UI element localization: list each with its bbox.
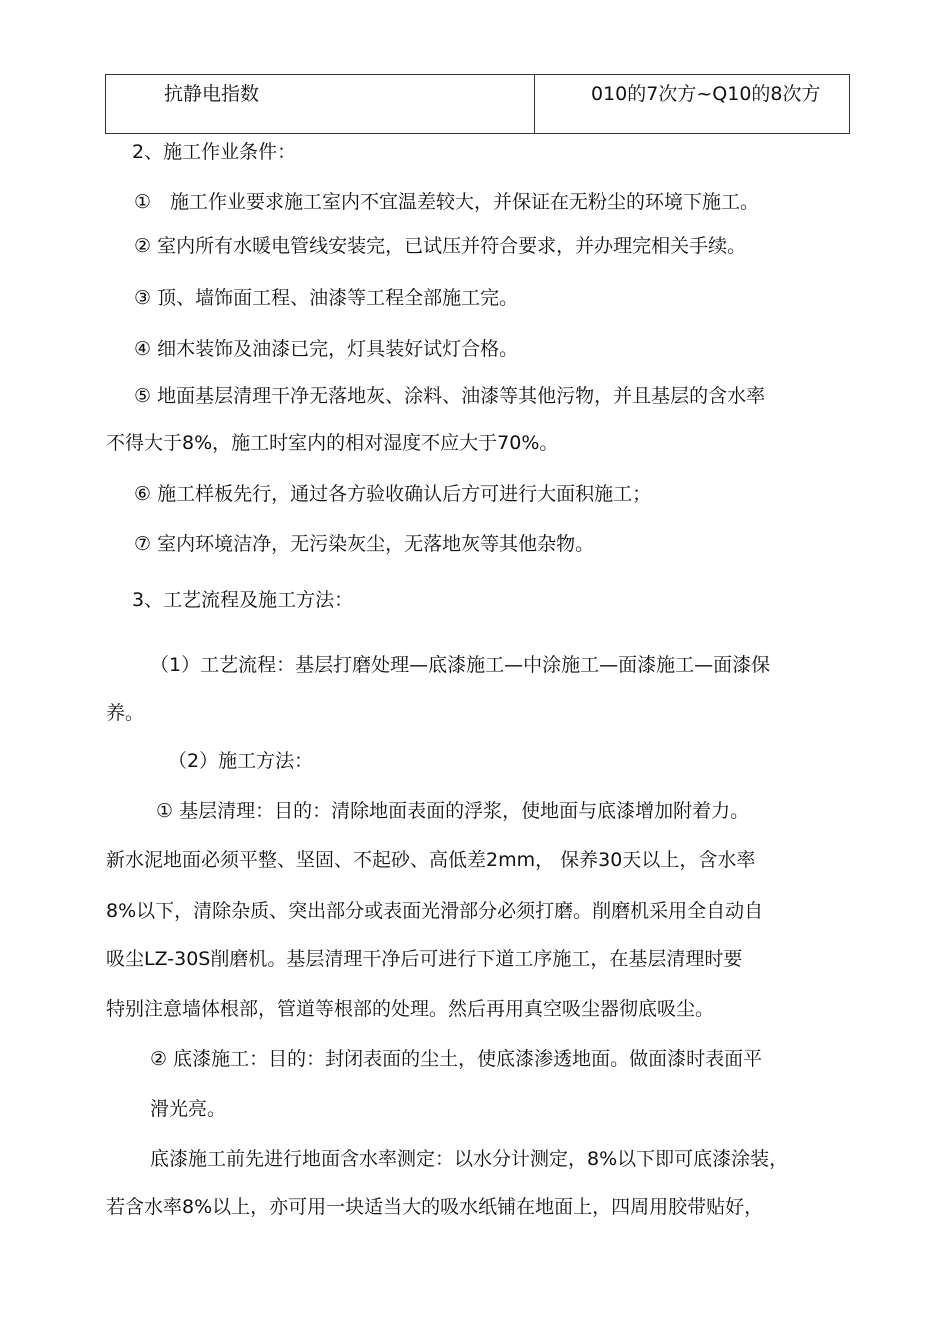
primer-heading: ② 底漆施工：目的：封闭表面的尘土，使底漆渗透地面。做面漆时表面平 — [150, 1048, 763, 1070]
paragraph-line: 底漆施工前先进行地面含水率测定：以水分计测定，8%以下即可底漆涂装， — [150, 1148, 789, 1170]
table-cell-label: 抗静电指数 — [106, 75, 535, 134]
base-cleaning-heading: ① 基层清理：目的：清除地面表面的浮浆，使地面与底漆增加附着力。 — [156, 800, 750, 822]
section-heading-3: 3、工艺流程及施工方法： — [132, 589, 354, 611]
process-flow: （1）工艺流程：基层打磨处理—底漆施工—中涂施工—面漆施工—面漆保 — [150, 654, 771, 676]
primer-heading-cont: 滑光亮。 — [150, 1098, 227, 1120]
paragraph-line: 若含水率8%以上，亦可用一块适当大的吸水纸铺在地面上，四周用胶带贴好， — [106, 1196, 764, 1218]
spec-table — [105, 74, 850, 134]
list-item-4: ④ 细木装饰及油漆已完，灯具装好试灯合格。 — [134, 338, 519, 360]
list-item-5-cont: 不得大于8%，施工时室内的相对湿度不应大于70%。 — [106, 432, 559, 454]
paragraph-line: 新水泥地面必须平整、坚固、不起砂、高低差2mm， 保养30天以上，含水率 — [106, 849, 756, 871]
construction-method-heading: （2）施工方法： — [168, 750, 314, 772]
list-item-6: ⑥ 施工样板先行，通过各方验收确认后方可进行大面积施工； — [134, 483, 652, 505]
list-item-3: ③ 顶、墙饰面工程、油漆等工程全部施工完。 — [134, 287, 519, 309]
process-flow-cont: 养。 — [106, 702, 145, 724]
list-item-1: ① 施工作业要求施工室内不宜温差较大，并保证在无粉尘的环境下施工。 — [134, 191, 760, 213]
list-item-5: ⑤ 地面基层清理干净无落地灰、涂料、油漆等其他污物，并且基层的含水率 — [134, 385, 766, 407]
paragraph-line: 8%以下，清除杂质、突出部分或表面光滑部分必须打磨。削磨机采用全自动自 — [106, 900, 764, 922]
table-cell-value: 010的7次方~Q10的8次方 — [535, 75, 850, 134]
paragraph-line: 特别注意墙体根部，管道等根部的处理。然后再用真空吸尘器彻底吸尘。 — [106, 998, 715, 1020]
section-heading-2: 2、施工作业条件： — [132, 141, 297, 163]
list-item-7: ⑦ 室内环境洁净，无污染灰尘，无落地灰等其他杂物。 — [134, 533, 595, 555]
list-item-2: ② 室内所有水暖电管线安装完，已试压并符合要求，并办理完相关手续。 — [134, 235, 747, 257]
paragraph-line: 吸尘LZ-30S削磨机。基层清理干净后可进行下道工序施工，在基层清理时要 — [106, 948, 743, 970]
table-row — [106, 75, 850, 134]
